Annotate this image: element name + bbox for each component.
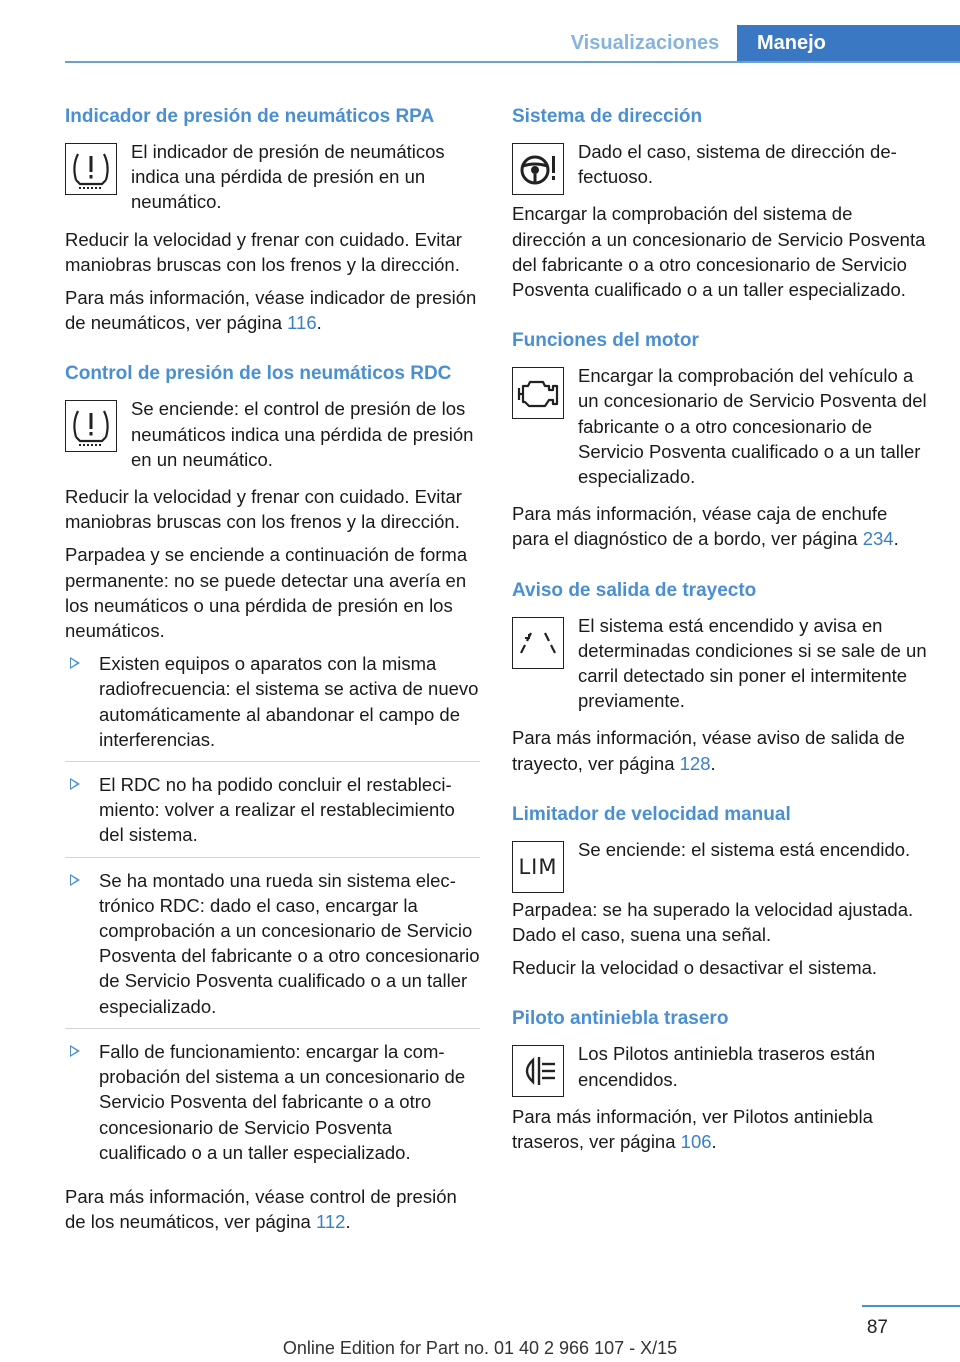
page-link[interactable]: 234 [862, 528, 894, 550]
paragraph: Para más información, véase indicador de presión de neumáticos, ver página 116. [65, 287, 477, 334]
section-title: Funciones del motor [512, 330, 699, 352]
lim-indicator-icon: LIM [512, 841, 564, 893]
paragraph: Para más información, véase caja de enchufe para el diagnóstico de a bordo, ver página 234. [512, 503, 899, 550]
paragraph: Encargar la comprobación del sistema de dirección a un concesionario de Servicio Posventa del fabricante o a otro concesionario de Servicio Posventa cualificado o a un taller especializado. [512, 203, 926, 301]
edition-footer: Online Edition for Part no. 01 40 2 966 107 - X/15 [282, 1338, 678, 1358]
page-link[interactable]: 128 [679, 752, 711, 774]
paragraph: Para más información, véase aviso de salida de trayecto, ver página 128. [512, 727, 905, 774]
section-rpa [65, 104, 480, 335]
section-title: Piloto antiniebla trasero [512, 1008, 729, 1030]
engine-check-icon [512, 367, 564, 419]
bullet-list [65, 651, 480, 1174]
page-link[interactable]: 106 [680, 1131, 712, 1153]
page-number: 87 [866, 1317, 888, 1338]
section-rdc [65, 361, 480, 1234]
triangle-bullet-icon [70, 874, 80, 886]
icon-description: El indicador de presión de neumáticos indica una pérdida de presión en un neumático. [131, 141, 445, 213]
icon-description: Se enciende: el sistema está encendido. [578, 838, 911, 860]
left-column [65, 104, 480, 1260]
tire-pressure-warning-icon [65, 400, 117, 452]
paragraph: Reducir la velocidad y frenar con cuidado. Evitar maniobras bruscas con los frenos y la dirección. [65, 486, 462, 533]
header-rule [65, 61, 960, 63]
tab-visualizaciones[interactable]: Visualizaciones [570, 32, 720, 54]
section-rear-fog [512, 1006, 927, 1154]
icon-description: Dado el caso, sistema de dirección defectuoso. [578, 141, 897, 188]
paragraph: Parpadea y se enciende a continuación de forma permanente: no se puede detectar una avería en los neumáticos o una pérdida de presión en los neumáticos. [65, 544, 468, 642]
tab-manejo[interactable]: Manejo [737, 25, 960, 62]
page-link[interactable]: 112 [315, 1211, 346, 1233]
steering-warning-icon [512, 143, 564, 195]
section-title: Limitador de velocidad manual [512, 803, 791, 825]
lane-departure-icon [512, 617, 564, 669]
section-title: Control de presión de los neumáticos RDC [65, 363, 452, 385]
section-lane-departure [512, 578, 927, 776]
right-column [512, 104, 927, 1180]
triangle-bullet-icon [70, 778, 80, 790]
section-title: Indicador de presión de neumáticos RPA [65, 106, 435, 127]
section-steering [512, 104, 927, 302]
icon-description: Se enciende: el control de presión de los neumáticos indica una pérdida de presión en un neumático. [131, 398, 474, 470]
list-item: El RDC no ha podido concluir el restablecimiento: volver a realizar el restablecimiento del sistema. [65, 772, 480, 858]
list-item: Se ha montado una rueda sin sistema electrónico RDC: dado el caso, encargar la comprobación a un concesionario de Servicio Posventa del fabricante o a otro concesionario de Servicio Posventa cualificado o a un taller especializado. [65, 868, 480, 1029]
page-link[interactable]: 116 [287, 312, 317, 334]
paragraph: Para más información, véase control de presión de los neumáticos, ver página 112. [65, 1185, 457, 1233]
paragraph: Para más información, ver Pilotos antiniebla traseros, ver página 106. [512, 1105, 873, 1153]
section-engine [512, 328, 927, 551]
list-item: Existen equipos o aparatos con la misma radiofrecuencia: el sistema se activa de nuevo automáticamente al abandonar el campo de interferencias. [65, 651, 480, 762]
section-speed-limiter [512, 802, 927, 981]
triangle-bullet-icon [70, 657, 80, 669]
list-item: Fallo de funcionamiento: encargar la comprobación del sistema a un concesionario de Servicio Posventa del fabricante o a otro concesionario de Servicio Posventa cualificado o a un taller especializado. [65, 1039, 480, 1174]
tire-pressure-warning-icon [65, 143, 117, 195]
icon-description: El sistema está encendido y avisa en determinadas condiciones si se sale de un carril detectado sin poner el intermitente previamente. [578, 614, 927, 712]
paragraph: Parpadea: se ha superado la velocidad ajustada. Dado el caso, suena una señal. [512, 898, 914, 946]
icon-description: Los Pilotos antiniebla traseros están encendidos. [578, 1043, 876, 1090]
section-title: Sistema de dirección [512, 106, 703, 127]
rear-fog-light-icon [512, 1045, 564, 1097]
triangle-bullet-icon [70, 1045, 80, 1057]
icon-description: Encargar la comprobación del vehículo a un concesionario de Servicio Posventa del fabricante o a otro concesionario de Servicio Posventa cualificado o a un taller especializado. [578, 365, 927, 488]
paragraph: Reducir la velocidad y frenar con cuidado. Evitar maniobras bruscas con los frenos y la dirección. [65, 228, 462, 275]
footer-rule [862, 1305, 960, 1307]
paragraph: Reducir la velocidad o desactivar el sistema. [512, 957, 878, 979]
section-title: Aviso de salida de trayecto [512, 579, 757, 601]
